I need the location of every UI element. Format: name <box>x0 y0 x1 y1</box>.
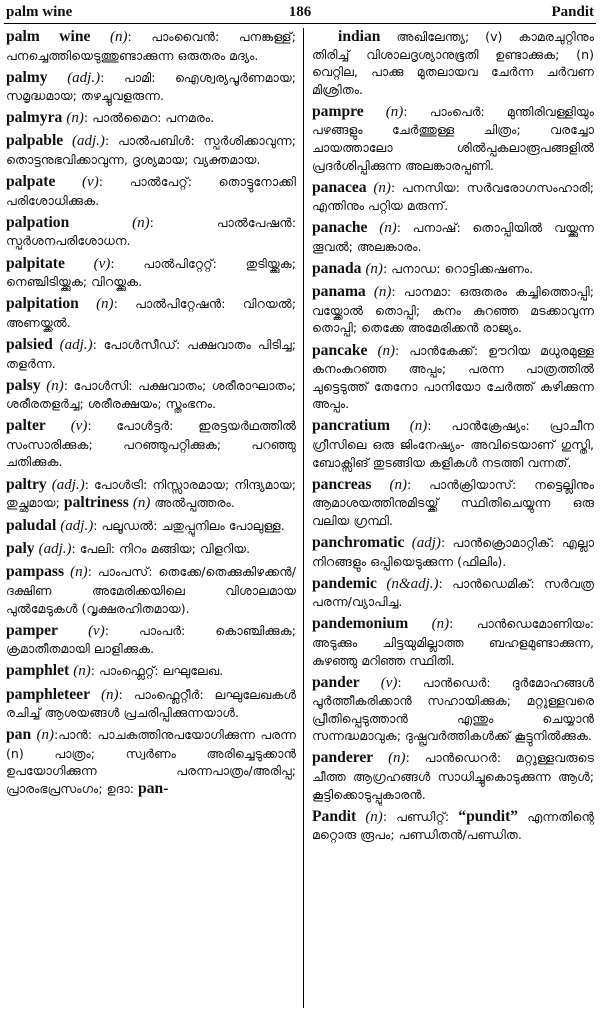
dictionary-entry <box>6 132 296 168</box>
dictionary-entry <box>6 336 296 372</box>
headword: “pundit” <box>458 807 519 825</box>
headword: paludal <box>6 517 57 535</box>
part-of-speech: (n) <box>110 29 128 45</box>
definition: : പണ്ഡിറ്റ്: <box>382 808 459 824</box>
dictionary-entry <box>6 540 296 559</box>
dictionary-entry <box>6 214 296 250</box>
dictionary-entry <box>6 563 296 617</box>
part-of-speech: (n) <box>96 296 114 313</box>
definition: : പാൽപിറ്റേഷൻ: വിറയൽ; അണയ്ക്കൽ. <box>6 296 296 330</box>
dictionary-entry <box>312 417 594 471</box>
dictionary-entry <box>6 517 296 536</box>
headword: panama <box>312 283 366 301</box>
part-of-speech: (n) <box>373 179 391 196</box>
part-of-speech: (adj.) <box>60 518 94 535</box>
definition: : പാൻക്രൊമാറ്റിക്: എല്ലാ നിറങ്ങളും ഒപ്പിയെടുക്കുന്ന (ഫിലിം). <box>312 534 594 569</box>
headword: palpable <box>6 132 64 150</box>
headword: palmyra <box>6 109 63 127</box>
definition: : പനസിയ: സർവരോഗസംഹാരി; എന്തിനും പറ്റിയ മരുന്ന്. <box>312 179 594 214</box>
headword: Pandit <box>312 807 357 825</box>
definition: : പാമി: ഐശ്വര്യപൂർണമായ; സമൃദ്ധമായ; തഴച്ചുവളരുന്ന. <box>6 69 296 104</box>
part-of-speech: (adj.) <box>51 476 85 493</box>
definition: : പോൾസി: പക്ഷവാതം; ശരീരാഘാതം; ശരീരതളർച്ച; ശരീരക്ഷയം; സ്തംഭനം. <box>6 377 296 412</box>
dictionary-entry <box>6 726 296 797</box>
part-of-speech: (n) <box>132 214 150 231</box>
dictionary-entry <box>6 173 296 209</box>
definition: : പാനമാ: ഒരുതരം കച്ചിത്തൊപ്പി; വയ്ക്കോൽ തൊപ്പി; കനം കുറഞ്ഞ മടക്കാവുന്ന തൊപ്പി; തെക്കേ അമേരിക്കൻ രാജ്യം. <box>312 284 594 336</box>
part-of-speech: (n) <box>101 686 119 703</box>
header-rule <box>4 23 596 24</box>
dictionary-entry <box>6 622 296 658</box>
headword: paly <box>6 540 35 558</box>
headword: pamper <box>6 621 58 639</box>
definition: : പാംവൈൻ: പനങ്കള്ള്; പനച്ചെത്തിയെടുത്തുണ്ടാക്കുന്ന ഒരുതരം മദ്യം. <box>6 29 296 63</box>
headword: palter <box>6 417 46 435</box>
right-column <box>312 28 594 1006</box>
headword: palsied <box>6 335 53 353</box>
headword: pamphleteer <box>6 685 91 703</box>
headword: palm wine <box>6 28 91 45</box>
headword: pancreas <box>312 475 372 493</box>
headword: panderer <box>312 749 374 767</box>
headword: pampass <box>6 563 65 581</box>
part-of-speech: (n) <box>385 103 404 120</box>
headword: palsy <box>6 376 41 394</box>
definition: : പലൂഡൽ: ചതുപ്പുനിലം പോലുള്ള. <box>93 518 285 534</box>
part-of-speech: (n) <box>365 808 383 825</box>
part-of-speech: (n) <box>373 284 392 301</box>
definition: : പാൽമൈറ: പനമരം. <box>83 110 215 126</box>
definition: : പാൻകേക്ക്: ഊറിയ മധുരമുള്ള കനംകുറഞ്ഞ അപ്പം; പരന്ന പാത്രത്തിൽ ചുട്ടെടുത്ത് തേനോ പാനിയോ ചേർത്ത് കഴിക്കുന്ന അപ്പം. <box>312 342 594 412</box>
dictionary-entry <box>6 69 296 105</box>
dictionary-entry <box>312 342 594 413</box>
definition: : പോൾസീഡ്: പക്ഷവാതം പിടിച്ച; തളർന്ന. <box>6 336 296 371</box>
page-number: 186 <box>288 3 312 20</box>
dictionary-entry <box>312 674 594 745</box>
headword: pander <box>312 673 360 691</box>
part-of-speech: (n) <box>46 377 64 394</box>
running-header <box>6 2 594 22</box>
dictionary-entry <box>6 255 296 291</box>
dictionary-entry <box>312 615 594 669</box>
definition: : പാംപർ: കൊഞ്ചിക്കുക; ക്രമാതീതമായി ലാളിക്കുക. <box>6 622 296 657</box>
headword: panache <box>312 219 368 237</box>
part-of-speech: (adj) <box>411 534 441 551</box>
definition: : പാൻഡെമോണിയം: അടുക്കും ചിട്ടയുമില്ലാത്ത ബഹളമുണ്ടാക്കുന്ന, കുഴഞ്ഞു മറിഞ്ഞ സ്ഥിതി. <box>312 616 594 668</box>
dictionary-entry <box>312 219 594 255</box>
headword: indian <box>338 28 381 45</box>
dictionary-entry <box>6 28 296 64</box>
headword: pandemic <box>312 574 377 592</box>
part-of-speech: (n) <box>132 495 151 512</box>
headword: palpitate <box>6 254 65 272</box>
part-of-speech: (adj.) <box>38 541 72 558</box>
dictionary-entry <box>6 109 296 128</box>
part-of-speech: (v) <box>88 622 105 639</box>
part-of-speech: (adj.) <box>72 133 105 150</box>
column-divider <box>303 28 304 1008</box>
part-of-speech: (v) <box>380 674 398 691</box>
header-right-guideword: Pandit <box>551 3 594 20</box>
part-of-speech: (n) <box>388 750 406 767</box>
headword: pandemonium <box>312 615 409 633</box>
definition: : പാൻക്രിയാസ്: നട്ടെല്ലിനും ആമാശയത്തിനുമിടയ്ക്ക് സ്ഥിതിചെയ്യുന്ന ഒരു വലിയ ഗ്രന്ഥി. <box>312 476 594 528</box>
part-of-speech: (v) <box>82 174 99 191</box>
dictionary-entry <box>6 417 296 471</box>
part-of-speech: (adj.) <box>67 69 101 86</box>
part-of-speech: (v) <box>93 255 111 272</box>
part-of-speech: (adj.) <box>59 336 93 353</box>
definition: : പാംഫ്ലെറ്റീർ: ലഘുലേഖകൾ രചിച്ച് ആശയങ്ങൾ പ്രചരിപ്പിക്കുന്നയാൾ. <box>6 686 296 721</box>
dictionary-entry <box>312 476 594 530</box>
dictionary-entry <box>312 575 594 611</box>
headword: palmy <box>6 68 48 86</box>
definition: അൽപ്പത്തരം. <box>150 495 235 511</box>
dictionary-entry <box>6 377 296 413</box>
definition: : പനാഷ്: തൊപ്പിയിൽ വയ്ക്കുന്ന തൂവൽ; അലങ്കാരം. <box>312 220 594 255</box>
dictionary-entry <box>312 179 594 215</box>
part-of-speech: (n&adj.) <box>386 575 439 592</box>
dictionary-entry <box>312 808 594 844</box>
definition: : പോൾട്രി: നിസ്സാരമായ; നിന്ദ്യമായ; തുച്ഛമായ; <box>6 476 296 511</box>
definition: : പാൽപേറ്റ്: തൊട്ടുനോക്കി പരിശോധിക്കുക. <box>6 174 296 208</box>
part-of-speech: (n) <box>70 564 88 581</box>
headword: pampre <box>312 102 364 120</box>
headword: panada <box>312 260 362 278</box>
definition: : പനാഡ: റൊട്ടിക്കഷണം. <box>382 261 534 277</box>
part-of-speech: (n) <box>66 110 84 127</box>
dictionary-entry <box>6 295 296 331</box>
left-column <box>6 28 296 1006</box>
dictionary-entry <box>312 103 594 174</box>
part-of-speech: (v) <box>70 418 88 435</box>
definition: : പാൽപബിൾ: സ്പർശിക്കാവുന്ന; തൊട്ടനുഭവിക്കാവുന്ന, ദൃശ്യമായ; വ്യക്തമായ. <box>6 133 296 168</box>
headword: pancratium <box>312 417 390 435</box>
part-of-speech: (n) <box>379 220 397 237</box>
headword: palpate <box>6 173 56 191</box>
definition: : പാൻക്രേഷ്യം: പ്രാചീന ഗ്രീസിലെ ഒരു ജിംനേഷ്യം- അവിടെയാണ് ഗുസ്തി, ബോക്സിങ് തുടങ്ങിയ കളികൾ നടത്തി വന്നത്. <box>312 418 594 470</box>
definition: : പാംപസ്: തെക്കേ/തെക്കുകിഴക്കൻ/ദക്ഷിണ അമേരിക്കയിലെ വിശാലമായ പുൽമേടുകൾ (വൃക്ഷരഹിതമായ). <box>6 564 296 616</box>
definition: : പേലി: നിറം മങ്ങിയ; വിളറിയ. <box>71 541 251 557</box>
part-of-speech: (n) <box>73 663 91 680</box>
part-of-speech: (n) <box>431 616 450 633</box>
part-of-speech: (n) <box>389 476 407 493</box>
headword: palpitation <box>6 295 79 313</box>
headword: paltriness <box>63 494 129 512</box>
dictionary-entry <box>6 476 296 513</box>
headword: panchromatic <box>312 533 405 551</box>
dictionary-entry <box>6 662 296 681</box>
headword: palpation <box>6 213 70 231</box>
headword: panacea <box>312 178 367 196</box>
definition: : പാൻഡെറർ: മറ്റുള്ളവരുടെ ചീത്ത ആഗ്രഹങ്ങൾ സാധിച്ചുകൊടുക്കുന്ന ആൾ; കൂട്ടിക്കൊടുപ്പുകാരൻ. <box>312 750 594 802</box>
dictionary-entry <box>312 283 594 337</box>
dictionary-entry <box>6 686 296 722</box>
definition: : പാംപെർ: മുന്തിരിവള്ളിയും പഴങ്ങളും ചേർത്തുള്ള ചിത്രം; വരച്ചോ ചായത്താലോ ശിൽപ്പകലാരൂപങ്ങളിൽ പ്രദർശിപ്പിക്കുന്ന അലങ്കാരപ്പണി. <box>312 103 594 173</box>
headword: pancake <box>312 341 368 359</box>
dictionary-entry <box>312 28 594 98</box>
part-of-speech: (n) <box>377 342 395 359</box>
part-of-speech: (n) <box>365 261 383 278</box>
headword: pan <box>6 726 32 744</box>
definition: എന്നതിന്റെ മറ്റൊരു രൂപം; പണ്ഡിതൻ/പണ്ഡിത. <box>312 808 594 843</box>
definition: : പാൻഡെർ: ദുർമോഹങ്ങൾ പൂർത്തീകരിക്കാൻ സഹായിക്കുക; മറ്റുള്ളവരെ പ്രീതിപ്പെടുത്താൻ എന്തും ചെയ്യാൻ സന്നദ്ധമാവുക; ദുഷ്പ്രവർത്തികൾക്ക് കൂട്ടുനിൽക്കുക. <box>312 674 594 744</box>
definition: : പോൾട്ടർ: ഇരട്ടയർഥത്തിൽ സംസാരിക്കുക; പറഞ്ഞുപറ്റിക്കുക; പറഞ്ഞു ചതിക്കുക. <box>6 418 296 470</box>
part-of-speech: (n) <box>409 418 428 435</box>
headword: pamphlet <box>6 662 70 680</box>
dictionary-entry <box>312 534 594 570</box>
definition: : പാൽപിറ്റേറ്റ്: തുടിയ്ക്കുക; നെഞ്ചിടിയ്ക്കുക; വിറയ്ക്കുക. <box>6 255 296 290</box>
definition: അഖിലേന്ത്യ; (v) കാമരചുറ്റിനും തിരിച്ച് വിശാലദൃശ്യാനുഭൂതി ഉണ്ടാക്കുക; (n) വെറ്റില, പാക്കു മുതലായവ ചേർന്ന ചർവണ മിശ്രിതം. <box>312 29 594 97</box>
dictionary-entry <box>312 260 594 279</box>
headword: pan- <box>138 779 169 797</box>
dictionary-entry <box>312 749 594 803</box>
definition: : പാൽപേഷൻ: സ്പർശനപരിശോധന. <box>6 214 296 249</box>
definition: : പാംഫ്ലെറ്റ്: ലഘുലേഖ. <box>90 663 224 679</box>
headword: paltry <box>6 475 47 493</box>
header-left-guideword: palm wine <box>6 3 73 20</box>
definition: : പാൻഡെമിക്: സർവത്ര പരന്ന/വ്യാപിച്ച. <box>312 575 594 610</box>
definition: :പാൻ: പാചകത്തിനുപയോഗിക്കുന്ന പരന്ന (n) പാത്രം; സ്വർണം അരിച്ചെടുക്കാൻ ഉപയോഗിക്കുന്ന പരന്നപാത്രം/അരിപ്പ; പ്രാരംഭപ്രസംഗം; ഉദാ: <box>6 727 296 796</box>
part-of-speech: (n) <box>36 727 54 744</box>
